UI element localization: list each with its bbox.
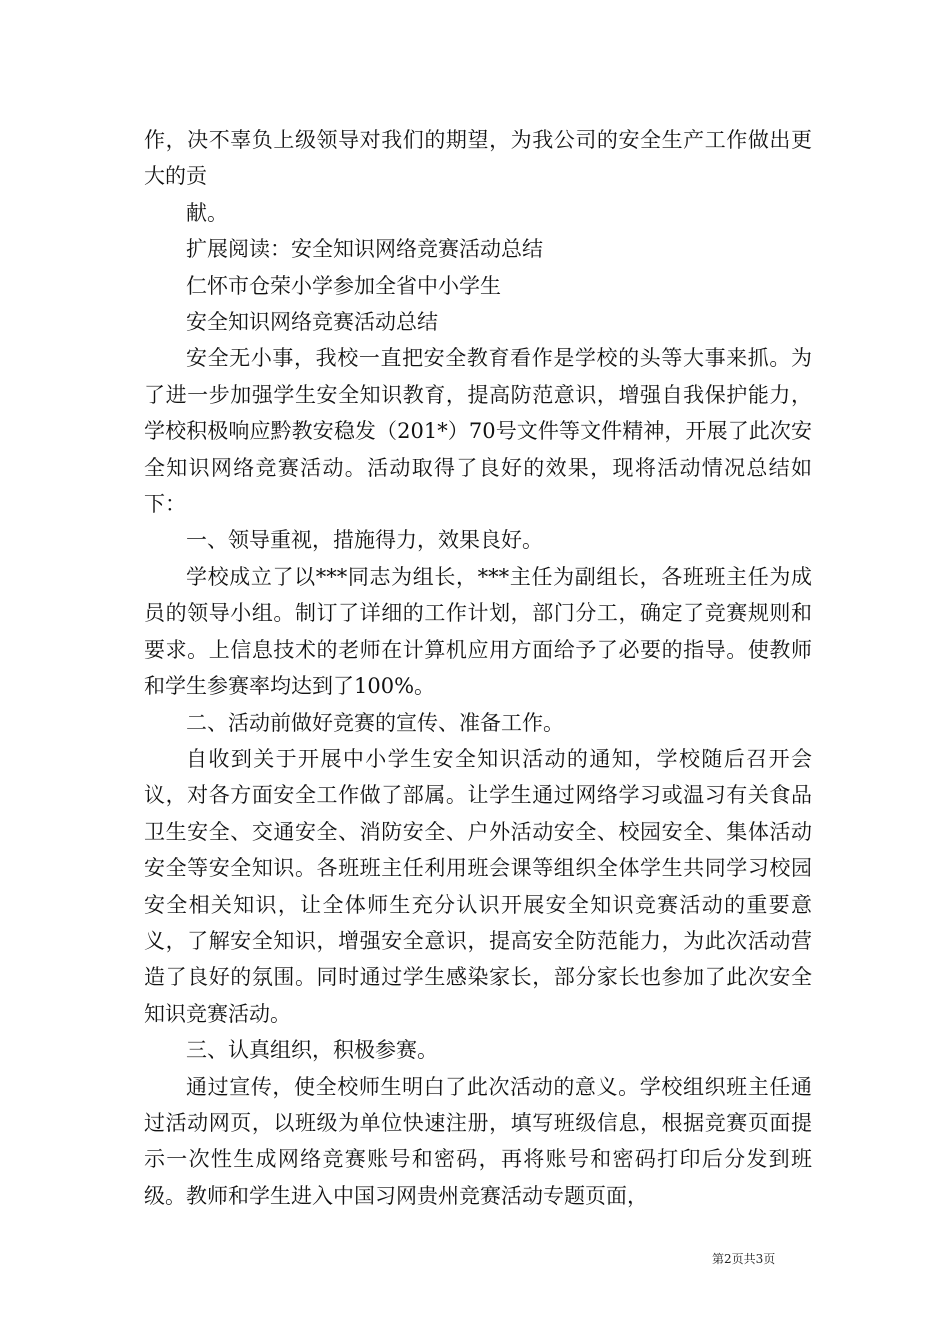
summary-title: 安全知识网络竞赛活动总结 — [186, 310, 438, 335]
section-heading-3: 三、认真组织，积极参赛。 — [186, 1038, 438, 1063]
section-heading-2: 二、活动前做好竞赛的宣传、准备工作。 — [186, 710, 564, 735]
paragraph-continuation: 作，决不辜负上级领导对我们的期望，为我公司的安全生产工作做出更大的贡 — [144, 128, 812, 189]
section-body-1: 学校成立了以***同志为组长，***主任为副组长，各班班主任为成员的领导小组。制订了详细的工作计划，部门分工，确定了竞赛规则和要求。上信息技术的老师在计算机应用方面给予了必要的指导。使教师和学生参赛率均达到了100%。 — [144, 564, 812, 699]
intro-paragraph: 安全无小事，我校一直把安全教育看作是学校的头等大事来抓。为了进一步加强学生安全知识教育，提高防范意识，增强自我保护能力，学校积极响应黔教安稳发（201*）70号文件等文件精神，开展了此次安全知识网络竞赛活动。活动取得了良好的效果，现将活动情况总结如下： — [144, 346, 812, 517]
extended-reading-heading: 扩展阅读：安全知识网络竞赛活动总结 — [186, 237, 543, 262]
school-title: 仁怀市仓荣小学参加全省中小学生 — [186, 273, 501, 298]
section-heading-1: 一、领导重视，措施得力，效果良好。 — [186, 528, 543, 553]
document-body — [144, 122, 812, 1214]
paragraph-continuation-end: 献。 — [186, 200, 228, 225]
section-body-3: 通过宣传，使全校师生明白了此次活动的意义。学校组织班主任通过活动网页，以班级为单位快速注册，填写班级信息，根据竞赛页面提示一次性生成网络竞赛账号和密码，再将账号和密码打印后分发到班级。教师和学生进入中国习网贵州竞赛活动专题页面， — [144, 1074, 812, 1208]
section-body-2: 自收到关于开展中小学生安全知识活动的通知，学校随后召开会议，对各方面安全工作做了部属。让学生通过网络学习或温习有关食品卫生安全、交通安全、消防安全、户外活动安全、校园安全、集体活动安全等安全知识。各班班主任利用班会课等组织全体学生共同学习校园安全相关知识，让全体师生充分认识开展安全知识竞赛活动的重要意义，了解安全知识，增强安全意识，提高安全防范能力，为此次活动营造了良好的氛围。同时通过学生感染家长，部分家长也参加了此次安全知识竞赛活动。 — [144, 746, 812, 1026]
page-number: 第2页共3页 — [712, 1252, 776, 1266]
